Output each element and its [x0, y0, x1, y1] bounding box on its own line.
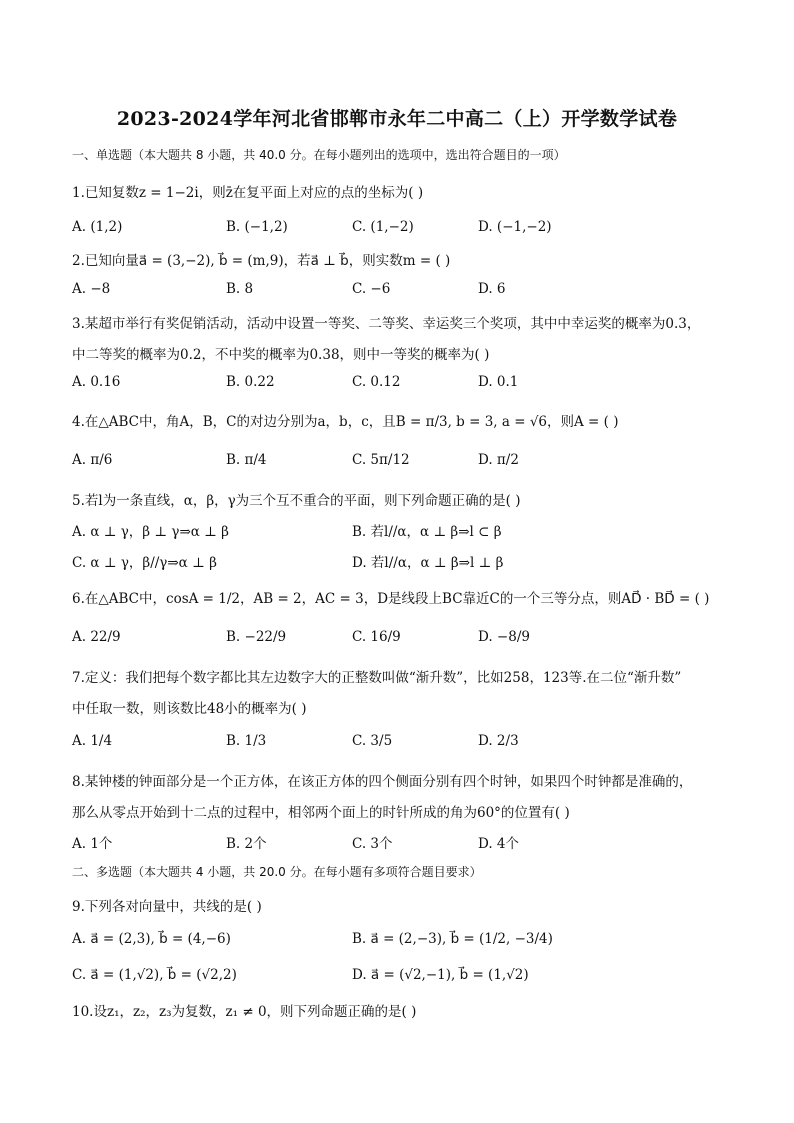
question-7-option-d: D. 2/3	[478, 733, 519, 749]
section-multi-choice-header: 二、多选题（本大题共 4 小题，共 20.0 分。在每小题有多项符合题目要求）	[72, 865, 482, 879]
question-8-option-b: B. 2个	[226, 836, 267, 852]
question-1-stem: 1.已知复数z = 1−2i，则z̄在复平面上对应的点的坐标为( )	[72, 185, 424, 201]
question-1-option-a: A. (1,2)	[72, 219, 123, 235]
question-6-stem: 6.在△ABC中，cosA = 1/2，AB = 2，AC = 3，D是线段上BC靠近C的一个三等分点，则AD⃗ · BD⃗ = ( )	[72, 591, 710, 607]
question-7-stem-line-2: 中任取一数，则该数比48小的概率为( )	[72, 701, 307, 717]
question-10-stem: 10.设z₁，z₂，z₃为复数，z₁ ≠ 0，则下列命题正确的是( )	[72, 1004, 417, 1020]
question-3-stem-line-2: 中二等奖的概率为0.2，不中奖的概率为0.38，则中一等奖的概率为( )	[72, 347, 490, 363]
question-6-option-d: D. −8/9	[478, 629, 530, 645]
question-8-option-a: A. 1个	[72, 836, 113, 852]
question-1-option-b: B. (−1,2)	[226, 219, 288, 235]
question-5-option-a: A. α ⊥ γ，β ⊥ γ⇒α ⊥ β	[72, 524, 229, 540]
question-9-option-a: A. a⃗ = (2,3), b⃗ = (4,−6)	[72, 931, 231, 947]
question-7-option-c: C. 3/5	[352, 733, 393, 749]
question-5-stem: 5.若l为一条直线，α，β，γ为三个互不重合的平面，则下列命题正确的是( )	[72, 493, 521, 509]
question-9-option-b: B. a⃗ = (2,−3), b⃗ = (1/2, −3/4)	[352, 931, 553, 947]
question-2-option-c: C. −6	[352, 281, 391, 297]
question-4-stem: 4.在△ABC中，角A，B，C的对边分别为a，b，c，且B = π/3, b = 3, a = √6，则A = ( )	[72, 414, 619, 430]
question-6-option-a: A. 22/9	[72, 629, 121, 645]
question-6-option-c: C. 16/9	[352, 629, 401, 645]
exam-title: 2023-2024学年河北省邯郸市永年二中高二（上）开学数学试卷	[116, 108, 678, 130]
question-8-stem-line-2: 那么从零点开始到十二点的过程中，相邻两个面上的时针所成的角为60°的位置有( )	[72, 805, 570, 821]
question-8-option-d: D. 4个	[478, 836, 520, 852]
question-7-option-b: B. 1/3	[226, 733, 267, 749]
question-2-stem: 2.已知向量a⃗ = (3,−2), b⃗ = (m,9)，若a⃗ ⊥ b⃗，则实数m = ( )	[72, 253, 451, 269]
question-4-option-c: C. 5π/12	[352, 452, 410, 468]
question-3-stem-line-1: 3.某超市举行有奖促销活动，活动中设置一等奖、二等奖、幸运奖三个奖项，其中中幸运奖的概率为0.3，	[72, 316, 701, 332]
question-5-option-d: D. 若l//α，α ⊥ β⇒l ⊥ β	[352, 555, 504, 571]
question-4-option-a: A. π/6	[72, 452, 113, 468]
question-4-option-b: B. π/4	[226, 452, 267, 468]
question-2-option-d: D. 6	[478, 281, 506, 297]
question-3-option-a: A. 0.16	[72, 374, 121, 390]
question-3-option-c: C. 0.12	[352, 374, 401, 390]
question-9-option-c: C. a⃗ = (1,√2), b⃗ = (√2,2)	[72, 967, 237, 983]
question-9-option-d: D. a⃗ = (√2,−1), b⃗ = (1,√2)	[352, 967, 529, 983]
question-1-option-c: C. (1,−2)	[352, 219, 414, 235]
question-3-option-d: D. 0.1	[478, 374, 519, 390]
question-5-option-c: C. α ⊥ γ，β//γ⇒α ⊥ β	[72, 555, 217, 571]
question-8-option-c: C. 3个	[352, 836, 393, 852]
question-9-stem: 9.下列各对向量中，共线的是( )	[72, 899, 262, 915]
question-2-option-b: B. 8	[226, 281, 254, 297]
question-4-option-d: D. π/2	[478, 452, 519, 468]
question-3-option-b: B. 0.22	[226, 374, 275, 390]
question-7-option-a: A. 1/4	[72, 733, 113, 749]
section-single-choice-header: 一、单选题（本大题共 8 小题，共 40.0 分。在每小题列出的选项中，选出符合题目的一项）	[72, 148, 566, 162]
question-1-option-d: D. (−1,−2)	[478, 219, 552, 235]
question-7-stem-line-1: 7.定义：我们把每个数字都比其左边数字大的正整数叫做“渐升数”，比如258，123等.在二位“渐升数”	[72, 670, 682, 686]
question-6-option-b: B. −22/9	[226, 629, 287, 645]
question-5-option-b: B. 若l//α，α ⊥ β⇒l ⊂ β	[352, 524, 502, 540]
question-8-stem-line-1: 8.某钟楼的钟面部分是一个正方体，在该正方体的四个侧面分别有四个时钟，如果四个时钟都是准确的，	[72, 774, 693, 790]
question-2-option-a: A. −8	[72, 281, 111, 297]
